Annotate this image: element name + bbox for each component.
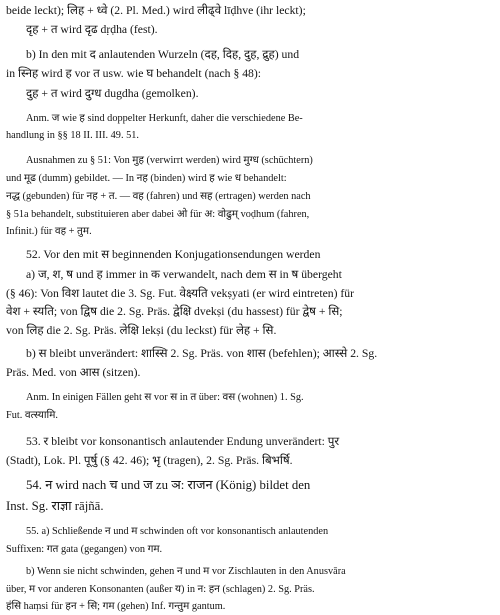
exceptions-line: Infinit.) für वह + तुम. [6, 226, 92, 237]
section-55-line: 55. a) Schließende न und म schwinden oft vor konsonantisch anlautenden [26, 526, 329, 537]
section-55-line: हंसि haṃsi für हन + सि; गम (gehen) Inf. गन्तुम gantum. [6, 601, 226, 612]
section-53-line: (Stadt), Lok. Pl. पूर्षु (§ 42. 46); भृ (tragen), 2. Sg. Präs. बिभर्षि. [6, 454, 293, 467]
text-line: b) स bleibt unverändert: शास्सि 2. Sg. Präs. von शास (befehlen); आस्से 2. Sg. [26, 347, 378, 360]
section-54-line: Inst. Sg. राज्ञा rājñā. [6, 499, 104, 513]
exceptions-line: नद्ध (gebunden) für नह + त. — वह (fahren) und सह (ertragen) werden nach [6, 191, 311, 202]
section-55-line: über, म vor anderen Konsonanten (außer य) in न: हन (schlagen) 2. Sg. Präs. [6, 584, 315, 595]
exceptions-line: Ausnahmen zu § 51: Von मुह (verwirrt werden) wird मुग्ध (schüchtern) [26, 155, 313, 166]
note-line: handlung in §§ 18 II. III. 49. 51. [6, 130, 139, 141]
text-line: von लिह die 2. Sg. Präs. लेक्षि lekṣi (du leckst) für लेह + सि. [6, 324, 277, 337]
text-line: Präs. Med. von आस (sitzen). [6, 366, 141, 379]
text-line: (§ 46): Von विश lautet die 3. Sg. Fut. वेक्ष्यति vekṣyati (er wird eintreten) für [6, 287, 355, 300]
section-55-line: Suffixen: गत gata (gegangen) von गम. [6, 544, 163, 555]
section-55-line: b) Wenn sie nicht schwinden, gehen न und म vor Zischlauten in den Anusvāra [26, 566, 346, 577]
note-line: Anm. ज wie ह sind doppelter Herkunft, daher die verschiedene Be- [26, 113, 303, 124]
text-line: b) In den mit द anlautenden Wurzeln (दह, दिह, दुह, द्रुह) und [26, 48, 300, 61]
note-line: Fut. वत्स्यामि. [6, 410, 58, 421]
exceptions-line: und मूढ (dumm) gebildet. — In नह (binden) wird ह wie ध behandelt: [6, 173, 287, 184]
text-line: वेश + स्यति; von द्विष die 2. Sg. Präs. द्वेक्षि dvekṣi (du hassest) für द्वेष + सि; [6, 305, 343, 318]
text-line: दुह + त wird दुग्ध dugdha (gemolken). [26, 87, 199, 100]
note-line: Anm. In einigen Fällen geht स vor स in त über: वस (wohnen) 1. Sg. [26, 392, 304, 403]
text-line: दृह + त wird दृढ dṛḍha (fest). [26, 23, 158, 36]
text-line: a) ज, श, ष und ह immer in क verwandelt, nach dem स in ष übergeht [26, 268, 342, 281]
exceptions-line: § 51a behandelt, substituieren aber dabei ओ für अ: वोढुम् voḍhum (fahren, [6, 209, 310, 220]
text-line: beide leckt); लिह + ध्वे (2. Pl. Med.) wird लीढ्वे līḍhve (ihr leckt); [6, 4, 306, 17]
section-54-line: 54. न wird nach च und ज zu ञ: राजन (König) bildet den [26, 478, 311, 492]
section-52-heading: 52. Vor den mit स beginnenden Konjugationsendungen werden [26, 248, 321, 261]
text-line: in स्निह wird ह vor त usw. wie घ behandelt (nach § 48): [6, 67, 262, 80]
section-53-line: 53. र bleibt vor konsonantisch anlautender Endung unverändert: पुर [26, 435, 340, 448]
